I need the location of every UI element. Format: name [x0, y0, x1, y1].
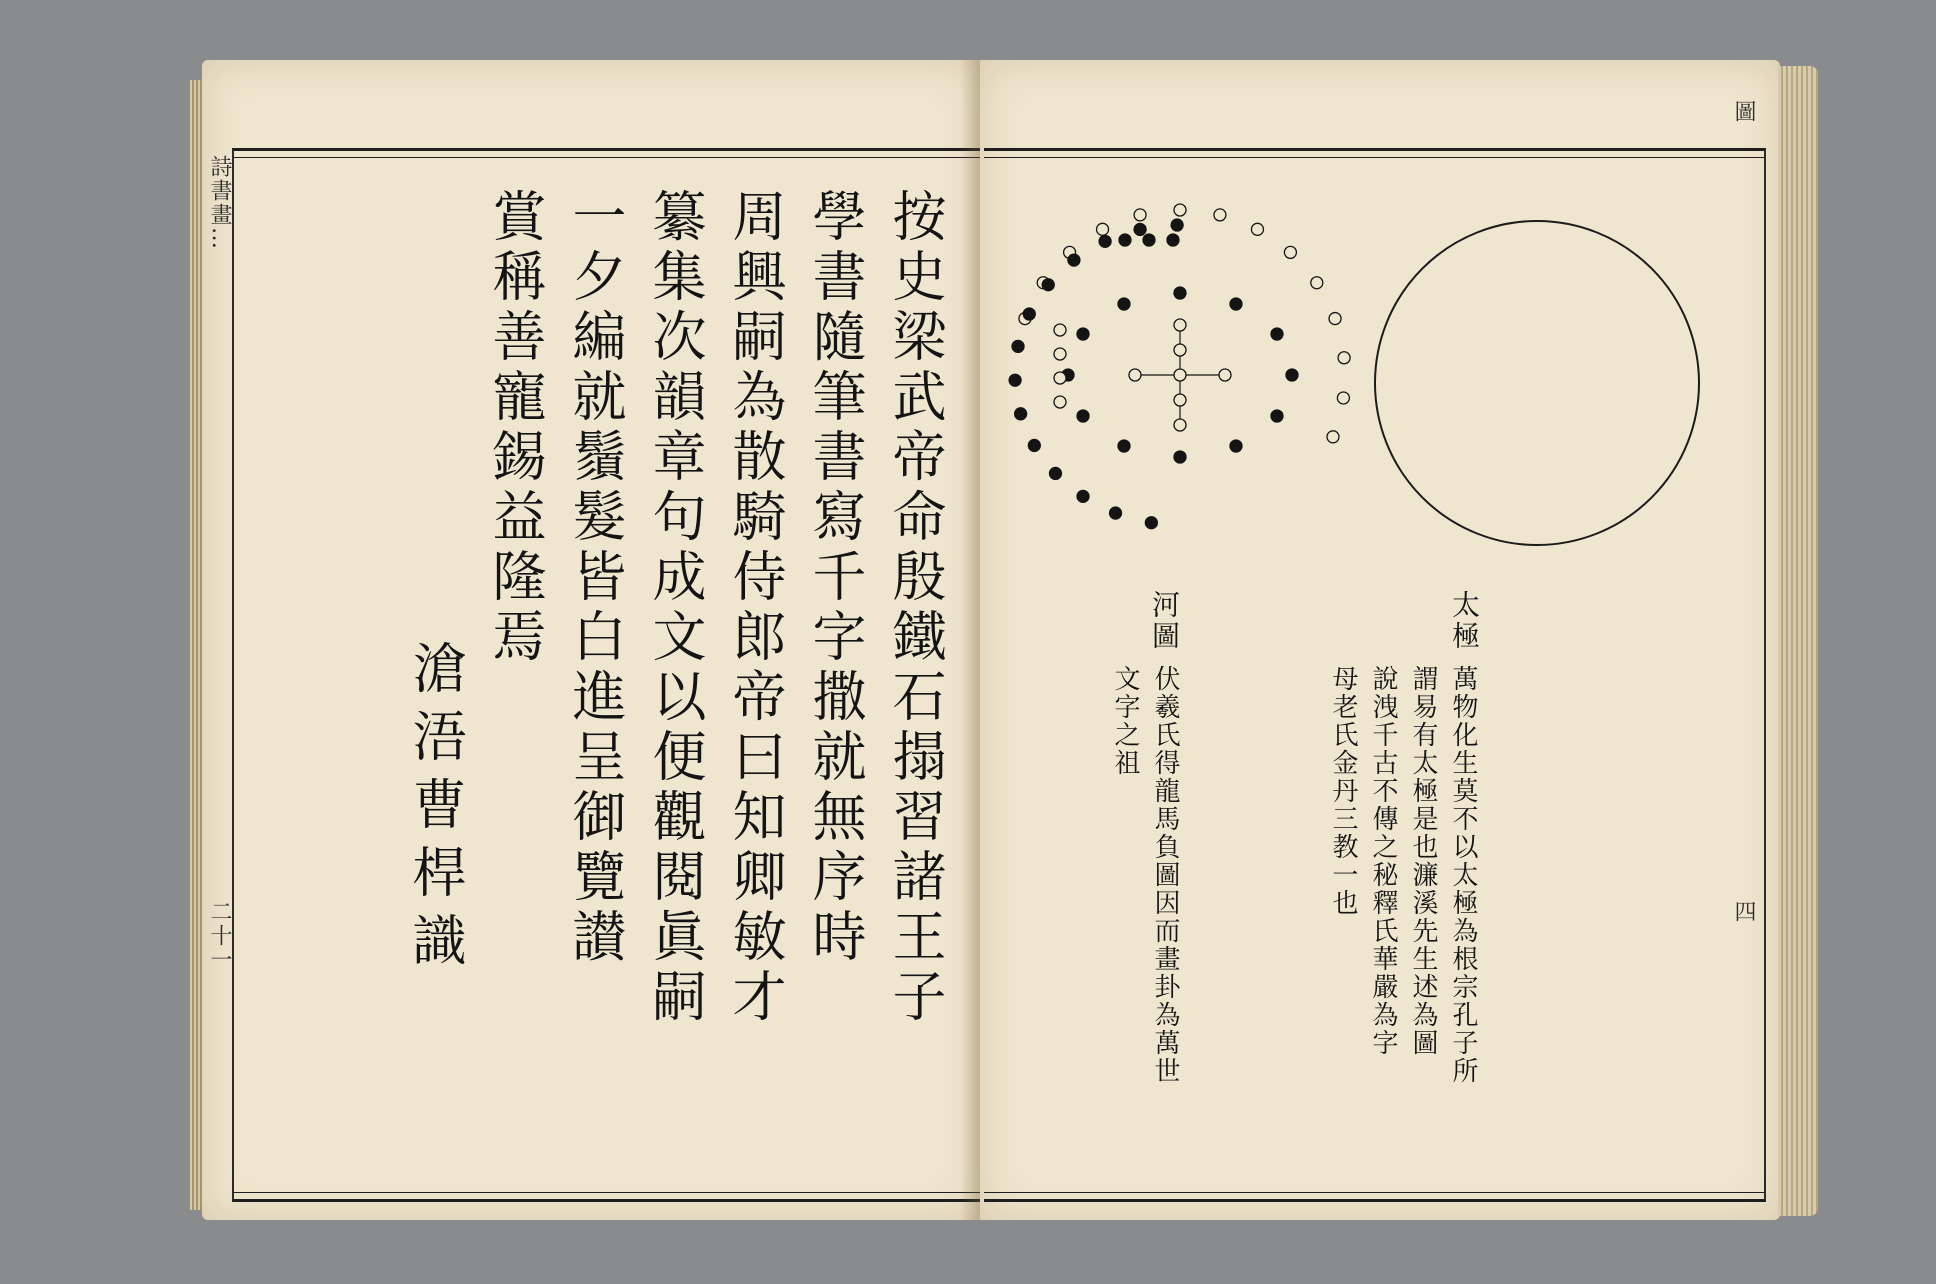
taiji-text-3: 說洩千古不傳之秘釋氏華嚴為字 [1368, 665, 1398, 1057]
hetu-black-dot [1009, 374, 1021, 386]
left-column-6: 賞稱善寵錫益隆焉 [484, 188, 547, 668]
left-column-5: 一夕編就鬚髮皆白進呈御覽讃 [564, 188, 627, 968]
hetu-left-open-dot [1054, 372, 1066, 384]
hetu-open-dot [1134, 209, 1146, 221]
hetu-black-dot [1145, 517, 1157, 529]
hetu-top-dot [1119, 234, 1131, 246]
hetu-black-dot [1049, 467, 1061, 479]
hetu-open-dot [1251, 223, 1263, 235]
hetu-inner-dot [1174, 287, 1186, 299]
left-column-1: 按史梁武帝命殷鐵石搨習諸王子 [884, 188, 947, 1028]
right-page-edges [1778, 66, 1818, 1216]
hetu-left-open-dot [1054, 324, 1066, 336]
left-page-number: 二十一 [207, 900, 232, 972]
hetu-black-dot [1012, 340, 1024, 352]
hetu-left-open-dot [1054, 348, 1066, 360]
hetu-diagram [995, 190, 1365, 560]
hetu-top-dot [1167, 234, 1179, 246]
hetu-inner-dot [1174, 451, 1186, 463]
hetu-text-2: 文字之祖 [1110, 665, 1140, 777]
hetu-inner-dot [1286, 369, 1298, 381]
hetu-top-dot [1143, 234, 1155, 246]
hetu-left-open-dot [1054, 396, 1066, 408]
hetu-open-dot [1329, 313, 1341, 325]
left-column-4: 纂集次韻章句成文以便觀閱眞嗣 [644, 188, 707, 1028]
hetu-inner-dot [1077, 410, 1089, 422]
hetu-inner-dot [1077, 328, 1089, 340]
hetu-open-dot [1214, 209, 1226, 221]
hetu-center-cross [1129, 319, 1231, 431]
hetu-black-dot [1099, 235, 1111, 247]
left-column-2: 學書隨筆書寫千字撒就無序時 [804, 188, 867, 968]
taiji-label: 太極 [1448, 590, 1481, 652]
hetu-open-dot [1284, 246, 1296, 258]
taiji-text-1: 萬物化生莫不以太極為根宗孔子所 [1448, 665, 1478, 1085]
hetu-open-dot [1311, 277, 1323, 289]
hetu-black-dot [1015, 408, 1027, 420]
taiji-text-2: 謂易有太極是也濂溪先生述為圖 [1408, 665, 1438, 1057]
right-page-number: 四 [1731, 900, 1756, 924]
hetu-black-dot [1068, 254, 1080, 266]
hetu-black-dot [1110, 507, 1122, 519]
hetu-center-open-dot [1174, 344, 1186, 356]
taiji-text-4: 母老氏金丹三教一也 [1328, 665, 1358, 917]
right-margin-title: 圖 [1731, 100, 1756, 124]
hetu-open-dot [1338, 352, 1350, 364]
hetu-center-open-dot [1129, 369, 1141, 381]
hetu-open-dot [1174, 204, 1186, 216]
hetu-black-ring [1009, 219, 1183, 529]
left-signature: 滄浯曹桿識 [404, 640, 467, 980]
taiji-circle-diagram [1374, 220, 1700, 546]
hetu-open-dot [1327, 431, 1339, 443]
hetu-black-dot [1171, 219, 1183, 231]
hetu-center-open-dot [1174, 319, 1186, 331]
hetu-black-dot [1028, 439, 1040, 451]
hetu-black-dot [1134, 223, 1146, 235]
left-margin-title: 詩書畫… [207, 155, 232, 251]
hetu-center-open-dot [1219, 369, 1231, 381]
hetu-open-dot [1097, 223, 1109, 235]
hetu-center-open-dot [1174, 369, 1186, 381]
hetu-center-open-dot [1174, 394, 1186, 406]
hetu-black-dot [1042, 279, 1054, 291]
left-page [202, 60, 980, 1220]
hetu-inner-dot [1271, 410, 1283, 422]
hetu-label: 河圖 [1148, 590, 1181, 652]
hetu-text-1: 伏羲氏得龍馬負圖因而畫卦為萬世 [1150, 665, 1180, 1085]
hetu-black-dot [1023, 308, 1035, 320]
hetu-inner-dot [1230, 440, 1242, 452]
hetu-inner-dot [1271, 328, 1283, 340]
hetu-inner-dot [1118, 440, 1130, 452]
hetu-inner-dot [1118, 298, 1130, 310]
hetu-open-dot [1337, 392, 1349, 404]
left-column-3: 周興嗣為散騎侍郎帝曰知卿敏才 [724, 188, 787, 1028]
hetu-center-open-dot [1174, 419, 1186, 431]
hetu-inner-dot [1230, 298, 1242, 310]
hetu-black-dot [1077, 490, 1089, 502]
